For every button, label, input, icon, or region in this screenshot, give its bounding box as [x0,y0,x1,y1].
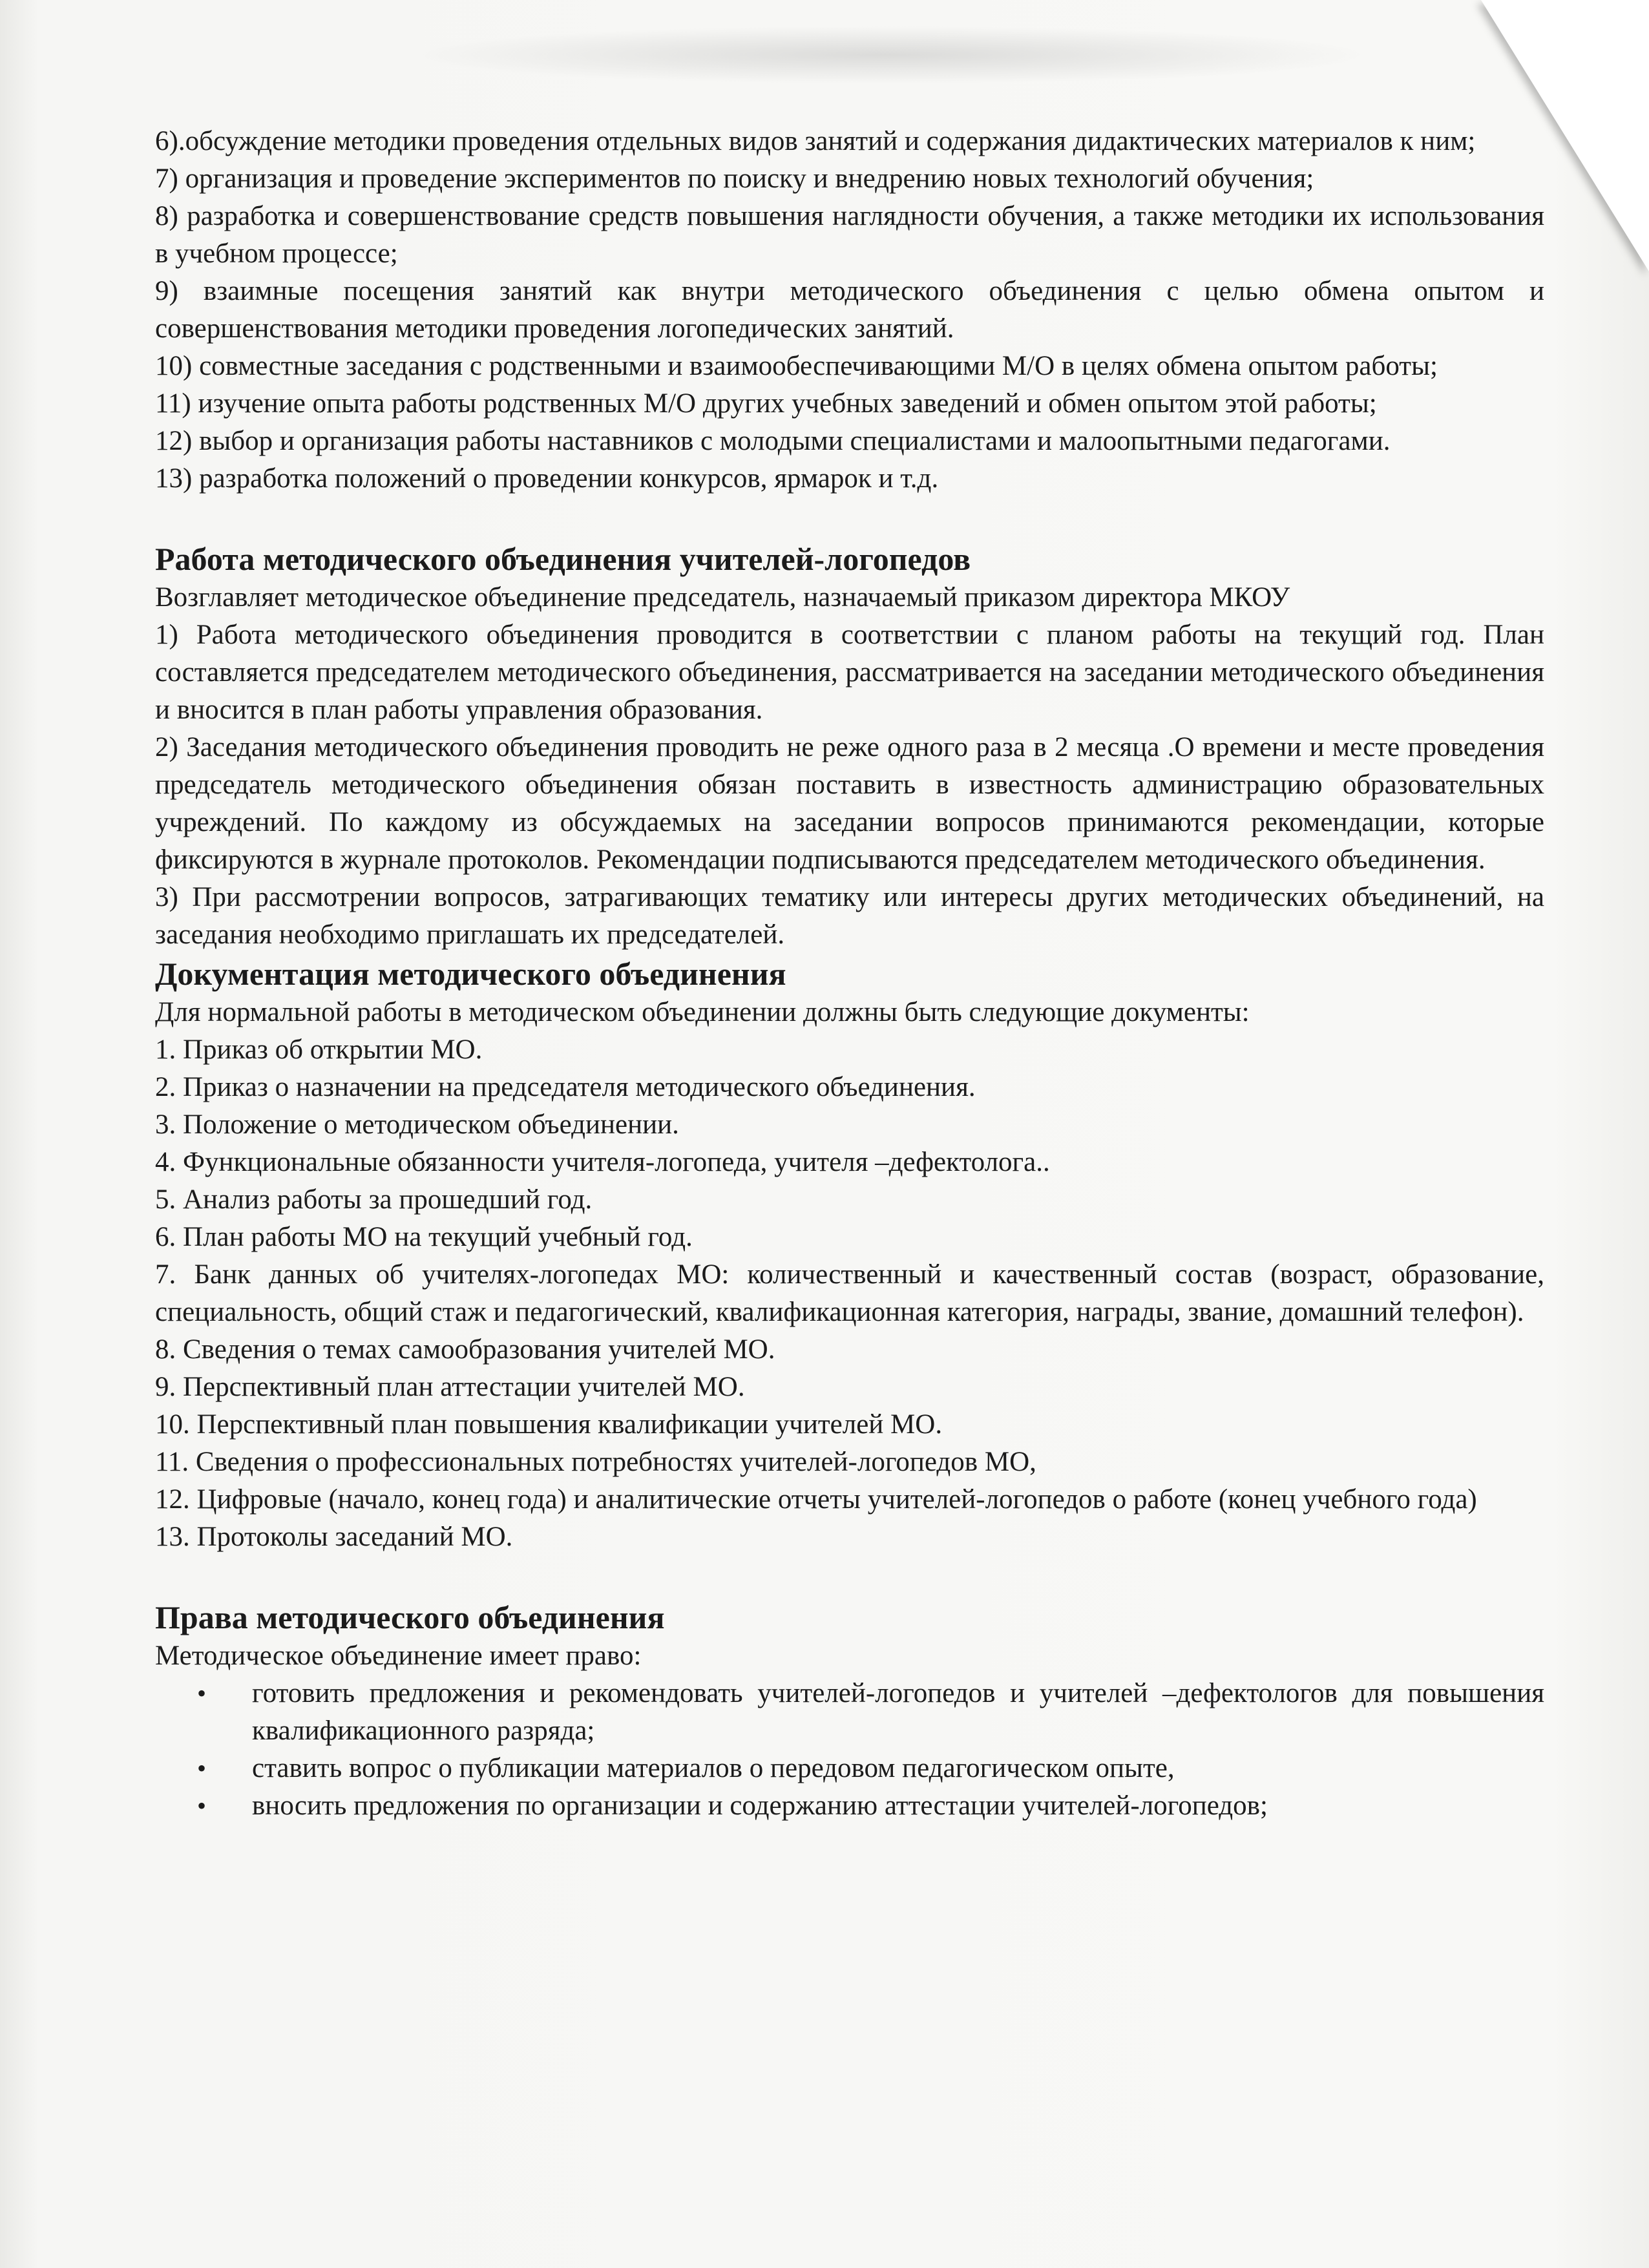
list-item: 10. Перспективный план повышения квалификации учителей МО. [155,1409,943,1440]
section-heading: Документация методического объединения [155,956,786,992]
list-item [197,1675,1544,1750]
list-item: 6).обсуждение методики проведения отдельных видов занятий и содержания дидактических материалов к ним; [155,126,1476,156]
list-item: 3. Положение о методическом объединении. [155,1109,679,1140]
section-heading: Работа методического объединения учителей-логопедов [155,541,971,577]
list-item: 13) разработка положений о проведении конкурсов, ярмарок и т.д. [155,463,939,494]
intro-list [155,123,1544,498]
list-item: 11) изучение опыта работы родственных М/О других учебных заведений и обмен опытом этой работы; [155,388,1377,419]
list-item: 9. Перспективный план аттестации учителей МО. [155,1372,745,1402]
list-item: 13. Протоколы заседаний МО. [155,1522,513,1552]
section-heading: Права методического объединения [155,1599,665,1635]
spacer [155,498,1544,539]
rights-list [155,1675,1544,1825]
list-item-text: вносить предложения по организации и содержанию аттестации учителей-логопедов; [252,1790,1268,1821]
list-item: 2. Приказ о назначении на председателя методического объединения. [155,1072,976,1102]
list-item-text: ставить вопрос о публикации материалов о передовом педагогическом опыте, [252,1753,1175,1783]
list-item: 1. Приказ об открытии МО. [155,1034,483,1065]
list-item: 6. План работы МО на текущий учебный год. [155,1222,693,1252]
list-item: 5. Анализ работы за прошедший год. [155,1184,593,1215]
list-item: 8) разработка и совершенствование средств повышения наглядности обучения, а также методики их использования в учебном процессе; [155,201,1544,269]
rights-section [155,1597,1544,1825]
work-section [155,539,1544,954]
list-item: 7) организация и проведение экспериментов по поиску и внедрению новых технологий обучения; [155,163,1314,194]
list-item: 12. Цифровые (начало, конец года) и аналитические отчеты учителей-логопедов о работе (конец учебного года) [155,1484,1477,1515]
section-lead: Методическое объединение имеет право: [155,1641,642,1671]
list-item: 12) выбор и организация работы наставников с молодыми специалистами и малоопытными педагогами. [155,426,1391,456]
bullet-icon: • [197,1679,207,1708]
bullet-icon: • [197,1754,207,1783]
section-lead: Для нормальной работы в методическом объединении должны быть следующие документы: [155,997,1250,1027]
spacer [155,1556,1544,1597]
list-item: 8. Сведения о темах самообразования учителей МО. [155,1334,775,1365]
paragraph: 3) При рассмотрении вопросов, затрагивающих тематику или интересы других методических объединений, на заседания необходимо приглашать их председателей. [155,882,1544,950]
list-item [197,1750,1544,1787]
list-item: 10) совместные заседания с родственными и взаимообеспечивающими М/О в целях обмена опытом работы; [155,351,1438,381]
document-page [155,123,1544,1825]
list-item-text: готовить предложения и рекомендовать учителей-логопедов и учителей –дефектологов для повышения квалификационного разряда; [252,1678,1544,1746]
list-item: 11. Сведения о профессиональных потребностях учителей-логопедов МО, [155,1447,1036,1477]
list-item [197,1787,1544,1825]
list-item: 4. Функциональные обязанности учителя-логопеда, учителя –дефектолога.. [155,1147,1050,1177]
list-item: 9) взаимные посещения занятий как внутри методического объединения с целью обмена опытом и совершенствования методики проведения логопедических занятий. [155,276,1544,344]
bullet-icon: • [197,1791,207,1820]
paragraph: 1) Работа методического объединения проводится в соответствии с планом работы на текущий год. План составляется председателем методического объединения, рассматривается на заседании методического объединения и вносится в план работы управления образования. [155,620,1544,725]
paragraph: 2) Заседания методического объединения проводить не реже одного раза в 2 месяца .О времени и месте проведения председатель методического объединения обязан поставить в известность администрацию образовательных учреждений. По каждому из обсуждаемых на заседании вопросов принимаются рекомендации, которые фиксируются в журнале протоколов. Рекомендации подписываются председателем методического объединения. [155,732,1544,875]
list-item: 7. Банк данных об учителях-логопедах МО: количественный и качественный состав (возраст, образование, специальность, общий стаж и педагогический, квалификационная категория, награды, звание, домашний телефон). [155,1259,1544,1327]
scan-smudge [401,26,1370,84]
docs-section [155,954,1544,1556]
section-lead: Возглавляет методическое объединение председатель, назначаемый приказом директора МКОУ [155,582,1290,613]
